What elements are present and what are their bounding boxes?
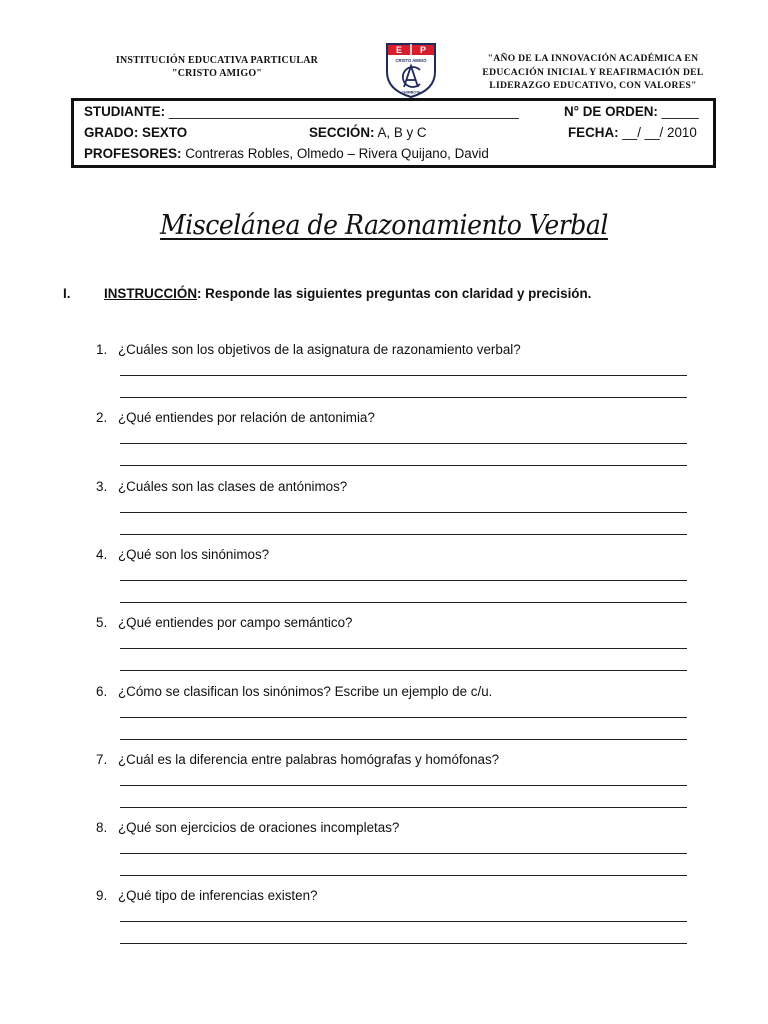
teachers-value: Contreras Robles, Olmedo – Rivera Quijano, David: [185, 146, 489, 161]
question-number: 5.: [96, 615, 108, 631]
date-label: FECHA:: [568, 125, 619, 140]
order-label: N° DE ORDEN:: [564, 104, 658, 119]
section-instruction: [104, 286, 591, 301]
answer-line[interactable]: [120, 785, 687, 786]
logo-letter-e: E: [395, 45, 403, 55]
question-number: 4.: [96, 546, 108, 562]
date-value: __/ __/ 2010: [622, 125, 697, 140]
date-field[interactable]: [568, 125, 697, 140]
grade-label: GRADO: SEXTO: [84, 125, 188, 140]
question-number: 6.: [96, 683, 108, 699]
year-motto: [468, 52, 718, 93]
answer-line[interactable]: [120, 739, 687, 740]
question-text: ¿Qué entiendes por campo semántico?: [118, 615, 353, 631]
answer-line[interactable]: [120, 602, 687, 603]
student-field[interactable]: [84, 104, 519, 119]
section-field: [309, 125, 427, 140]
school-name: [92, 54, 342, 80]
school-logo: [384, 42, 438, 98]
question-number: 2.: [96, 410, 108, 426]
question-text: ¿Cómo se clasifican los sinónimos? Escribe un ejemplo de c/u.: [118, 683, 493, 699]
logo-bottom-text: CHIMBOTE: [401, 90, 421, 95]
question-item: [96, 342, 521, 357]
question-item: [96, 888, 318, 903]
answer-line[interactable]: [120, 670, 687, 671]
logo-arc-text: CRISTO AMIGO: [395, 58, 427, 63]
question-text: ¿Qué entiendes por relación de antonimia?: [118, 410, 375, 426]
instruction-label: INSTRUCCIÓN: [104, 286, 197, 301]
motto-line1: "AÑO DE LA INNOVACIÓN ACADÉMICA EN: [487, 53, 699, 64]
question-number: 1.: [96, 342, 108, 357]
section-value: A, B y C: [377, 125, 427, 140]
order-field[interactable]: [564, 104, 699, 119]
answer-line[interactable]: [120, 580, 687, 581]
question-item: [96, 410, 375, 425]
answer-line[interactable]: [120, 512, 687, 513]
question-text: ¿Qué son ejercicios de oraciones incompletas?: [118, 820, 400, 836]
question-item: [96, 479, 347, 494]
question-number: 8.: [96, 820, 108, 836]
question-text: ¿Cuáles son las clases de antónimos?: [118, 478, 348, 494]
question-item: [96, 684, 492, 699]
answer-line[interactable]: [120, 875, 687, 876]
answer-line[interactable]: [120, 534, 687, 535]
student-blank: _______________________________________________: [168, 104, 519, 119]
motto-line2: EDUCACIÓN INICIAL Y REAFIRMACIÓN DEL: [482, 66, 704, 78]
question-text: ¿Qué son los sinónimos?: [118, 546, 270, 562]
school-name-line2: "CRISTO AMIGO": [171, 68, 263, 79]
order-blank: _____: [661, 104, 699, 119]
answer-line[interactable]: [120, 807, 687, 808]
grade-field: [84, 125, 187, 140]
answer-line[interactable]: [120, 397, 687, 398]
student-info-box: [71, 98, 716, 168]
question-number: 9.: [96, 888, 108, 904]
student-label: STUDIANTE:: [84, 104, 166, 119]
question-number: 3.: [96, 478, 108, 494]
page-title: Miscelánea de Razonamiento Verbal: [160, 210, 608, 241]
question-text: ¿Cuáles son los objetivos de la asignatura de razonamiento verbal?: [118, 342, 521, 357]
instruction-text: : Responde las siguientes preguntas con claridad y precisión.: [197, 286, 592, 301]
school-name-line1: INSTITUCIÓN EDUCATIVA PARTICULAR: [115, 55, 319, 66]
answer-line[interactable]: [120, 648, 687, 649]
question-text: ¿Cuál es la diferencia entre palabras homógrafas y homófonas?: [118, 751, 500, 767]
teachers-label: PROFESORES:: [84, 146, 182, 161]
question-number: 7.: [96, 751, 108, 767]
question-item: [96, 752, 499, 767]
question-item: [96, 615, 352, 630]
answer-line[interactable]: [120, 943, 687, 944]
question-item: [96, 547, 269, 562]
section-label: SECCIÓN:: [309, 125, 375, 140]
motto-line3: LIDERAZGO EDUCATIVO, CON VALORES": [489, 80, 697, 91]
logo-letter-p: P: [419, 45, 427, 55]
answer-line[interactable]: [120, 465, 687, 466]
answer-line[interactable]: [120, 853, 687, 854]
teachers-field: [84, 146, 489, 161]
answer-line[interactable]: [120, 375, 687, 376]
question-text: ¿Qué tipo de inferencias existen?: [118, 888, 318, 904]
question-item: [96, 820, 399, 835]
section-number: I.: [63, 286, 71, 301]
answer-line[interactable]: [120, 921, 687, 922]
answer-line[interactable]: [120, 443, 687, 444]
answer-line[interactable]: [120, 717, 687, 718]
